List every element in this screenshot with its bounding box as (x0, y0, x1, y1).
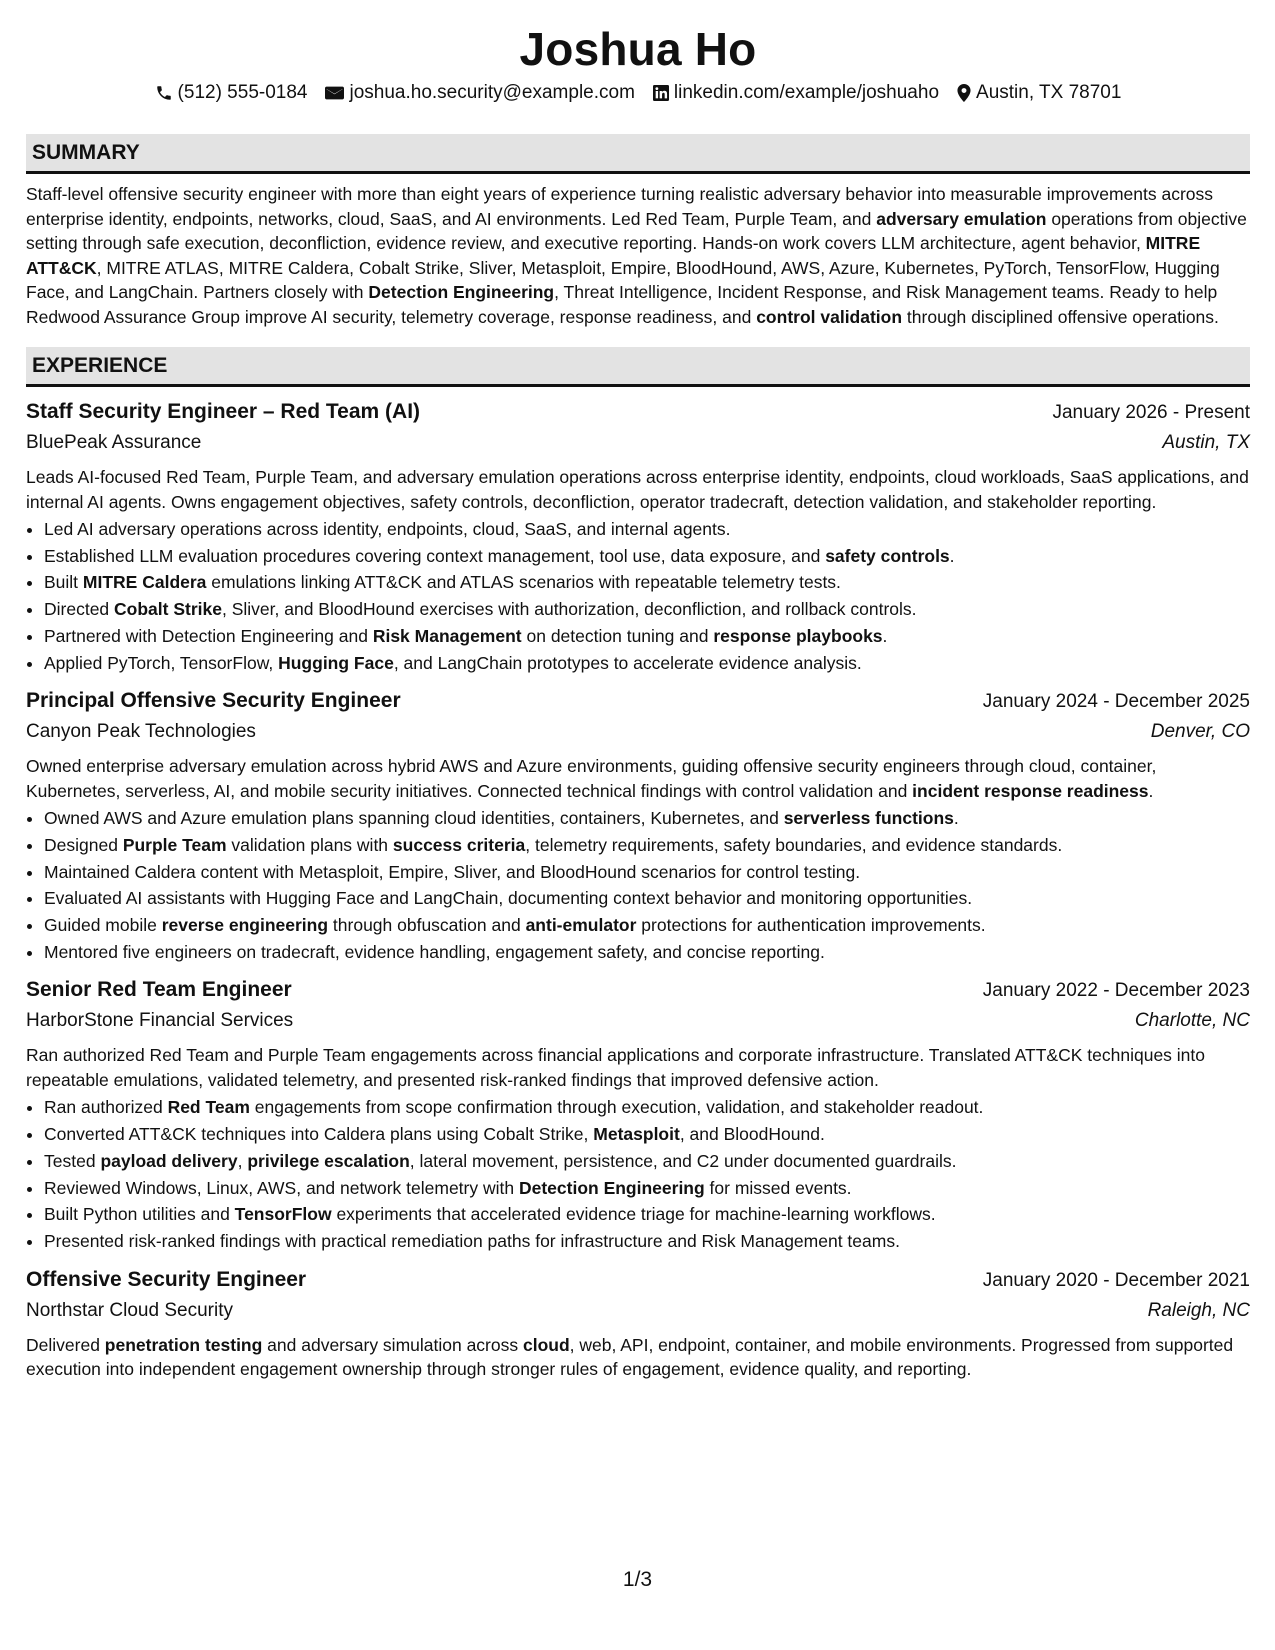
job-title: Staff Security Engineer – Red Team (AI) (26, 400, 421, 423)
job-bullets (26, 516, 1250, 676)
job-header (26, 686, 1250, 717)
emphasis-text: adversary emulation (876, 208, 1047, 229)
emphasis-text: Purple Team (122, 834, 227, 855)
job-description: Ran authorized Red Team and Purple Team engagements across financial applications and corporate infrastructure. Translated ATT&CK techniques into repeatable emulations, validated telemetry, and presented risk-ranked findings that improved defensive action. (26, 1045, 1206, 1090)
job-company: Canyon Peak Technologies (26, 721, 256, 743)
summary-heading: SUMMARY (26, 134, 1250, 174)
bullet-item: • Maintained Caldera content with Metasploit, Empire, Sliver, and BloodHound scenarios for control testing. (44, 859, 1250, 886)
job-dates: January 2024 - December 2025 (982, 691, 1250, 713)
envelope-icon (325, 85, 344, 101)
job-dates: January 2026 - Present (1052, 402, 1250, 423)
job-header (26, 1265, 1250, 1296)
job-dates: January 2020 - December 2021 (982, 1269, 1250, 1291)
job-subheader (26, 1296, 1250, 1326)
location-pin-icon (957, 84, 971, 102)
emphasis-text: TensorFlow (234, 1204, 332, 1225)
job-bullets (26, 805, 1250, 965)
job-bullets (26, 1094, 1250, 1254)
emphasis-text: penetration testing (104, 1334, 263, 1355)
summary-text: Staff-level offensive security engineer with more than eight years of experience turning realistic adversary behavior into measurable improvements across enterprise identity, endpoints, networks, cloud, SaaS, and AI environments. Led Red Team, Purple Team, and adversary emulation operations from objective setting through safe execution, deconfliction, evidence review, and executive reporting. Hands-on work covers LLM architecture, agent behavior, MITRE ATT&CK, MITRE ATLAS, MITRE Caldera, Cobalt Strike, Sliver, Metasploit, Empire, BloodHound, AWS, Azure, Kubernetes, PyTorch, TensorFlow, Hugging Face, and LangChain. Partners closely with Detection Engineering, Threat Intelligence, Incident Response, and Risk Management teams. Ready to help Redwood Assurance Group improve AI security, telemetry coverage, response readiness, and control validation through disciplined offensive operations. (26, 184, 1247, 327)
emphasis-text: payload delivery (100, 1150, 238, 1171)
experience-heading: EXPERIENCE (26, 347, 1250, 387)
bullet-item: • Ran authorized Red Team engagements from scope confirmation through execution, validation, and stakeholder readout. (44, 1094, 1250, 1121)
bullet-item: • Built MITRE Caldera emulations linking ATT&CK and ATLAS scenarios with repeatable telemetry tests. (44, 569, 1250, 596)
bullet-item: • Established LLM evaluation procedures covering context management, tool use, data exposure, and safety controls. (44, 543, 1250, 570)
job-title: Senior Red Team Engineer (26, 978, 292, 1002)
resume-page (26, 20, 1250, 1382)
bullet-item: • Evaluated AI assistants with Hugging Face and LangChain, documenting context behavior and monitoring opportunities. (44, 885, 1250, 912)
emphasis-text: success criteria (392, 834, 526, 855)
emphasis-text: cloud (522, 1334, 570, 1355)
location-text: Austin, TX 78701 (976, 82, 1122, 103)
job-description: Leads AI-focused Red Team, Purple Team, and adversary emulation operations across enterprise identity, endpoints, cloud workloads, SaaS applications, and internal AI agents. Owns engagement objectives, safety controls, deconfliction, operator tradecraft, detection validation, and stakeholder reporting. (26, 467, 1249, 512)
emphasis-text: Metasploit (593, 1124, 680, 1145)
bullet-item: • Built Python utilities and TensorFlow experiments that accelerated evidence triage for machine-learning workflows. (44, 1201, 1250, 1228)
bullet-item: • Partnered with Detection Engineering and Risk Management on detection tuning and response playbooks. (44, 623, 1250, 650)
job-title: Principal Offensive Security Engineer (26, 689, 401, 713)
job-header (26, 397, 1250, 428)
bullet-item: • Presented risk-ranked findings with practical remediation paths for infrastructure and Risk Management teams. (44, 1228, 1250, 1255)
job-entry (26, 397, 1250, 676)
emphasis-text: MITRE Caldera (82, 572, 207, 593)
job-description: Delivered penetration testing and adversary simulation across cloud, web, API, endpoint, container, and mobile environments. Progressed from supported execution into independent engagement ownership through stronger rules of engagement, evidence quality, and reporting. (26, 1334, 1234, 1380)
emphasis-text: Red Team (167, 1097, 250, 1118)
job-company: Northstar Cloud Security (26, 1299, 233, 1321)
contact-phone (155, 80, 308, 106)
bullet-item: • Converted ATT&CK techniques into Caldera plans using Cobalt Strike, Metasploit, and BloodHound. (44, 1121, 1250, 1148)
bullet-item: • Led AI adversary operations across identity, endpoints, cloud, SaaS, and internal agents. (44, 516, 1250, 543)
emphasis-text: MITRE ATT&CK (26, 233, 1201, 278)
job-title: Offensive Security Engineer (26, 1267, 307, 1291)
contact-location (957, 80, 1121, 106)
linkedin-text[interactable]: linkedin.com/example/joshuaho (673, 82, 940, 103)
page-number: 1/3 (622, 1568, 653, 1591)
emphasis-text: Detection Engineering (518, 1177, 705, 1198)
job-subheader (26, 428, 1250, 458)
email-text[interactable]: joshua.ho.security@example.com (349, 82, 635, 103)
job-entry (26, 1265, 1250, 1382)
emphasis-text: serverless functions (783, 808, 954, 829)
emphasis-text: Risk Management (372, 625, 522, 646)
contact-linkedin[interactable] (653, 80, 939, 106)
emphasis-text: response playbooks (713, 625, 883, 646)
job-subheader (26, 1006, 1250, 1036)
job-location: Austin, TX (1162, 432, 1250, 453)
linkedin-icon (653, 85, 669, 101)
job-location: Charlotte, NC (1134, 1010, 1250, 1032)
job-subheader (26, 717, 1250, 747)
phone-text: (512) 555-0184 (177, 82, 308, 103)
bullet-item: • Applied PyTorch, TensorFlow, Hugging Face, and LangChain prototypes to accelerate evidence analysis. (44, 650, 1250, 677)
emphasis-text: safety controls (825, 545, 950, 566)
bullet-item: • Directed Cobalt Strike, Sliver, and BloodHound exercises with authorization, deconfliction, and rollback controls. (44, 596, 1250, 623)
job-entry (26, 975, 1250, 1254)
job-company: BluePeak Assurance (26, 432, 202, 453)
emphasis-text: Hugging Face (278, 652, 394, 673)
experience-list (26, 397, 1250, 1382)
contact-bar (26, 80, 1250, 106)
job-entry (26, 686, 1250, 965)
job-dates: January 2022 - December 2023 (982, 980, 1250, 1002)
bullet-item: • Tested payload delivery, privilege escalation, lateral movement, persistence, and C2 under documented guardrails. (44, 1148, 1250, 1175)
candidate-name: Joshua Ho (519, 23, 757, 75)
bullet-item: • Guided mobile reverse engineering through obfuscation and anti-emulator protections for authentication improvements. (44, 912, 1250, 939)
job-location: Denver, CO (1150, 721, 1250, 743)
emphasis-text: Cobalt Strike (114, 599, 222, 620)
job-header (26, 975, 1250, 1006)
bullet-item: • Mentored five engineers on tradecraft, evidence handling, engagement safety, and concise reporting. (44, 939, 1250, 966)
emphasis-text: anti-emulator (525, 915, 637, 936)
job-location: Raleigh, NC (1147, 1299, 1250, 1321)
emphasis-text: reverse engineering (161, 915, 329, 936)
emphasis-text: privilege escalation (247, 1150, 410, 1171)
contact-email[interactable] (325, 80, 634, 106)
job-company: HarborStone Financial Services (26, 1010, 294, 1032)
bullet-item: • Designed Purple Team validation plans with success criteria, telemetry requirements, safety boundaries, and evidence standards. (44, 832, 1250, 859)
emphasis-text: Detection Engineering (368, 282, 555, 302)
emphasis-text: control validation (756, 306, 903, 327)
phone-icon (155, 84, 173, 102)
bullet-item: • Reviewed Windows, Linux, AWS, and network telemetry with Detection Engineering for missed events. (44, 1175, 1250, 1202)
emphasis-text: incident response readiness (912, 780, 1149, 801)
bullet-item: • Owned AWS and Azure emulation plans spanning cloud identities, containers, Kubernetes, and serverless functions. (44, 805, 1250, 832)
job-description: Owned enterprise adversary emulation across hybrid AWS and Azure environments, guiding offensive security engineers through cloud, container, Kubernetes, serverless, AI, and mobile security initiatives. Connected technical findings with control validation and incident response readiness. (26, 756, 1157, 801)
